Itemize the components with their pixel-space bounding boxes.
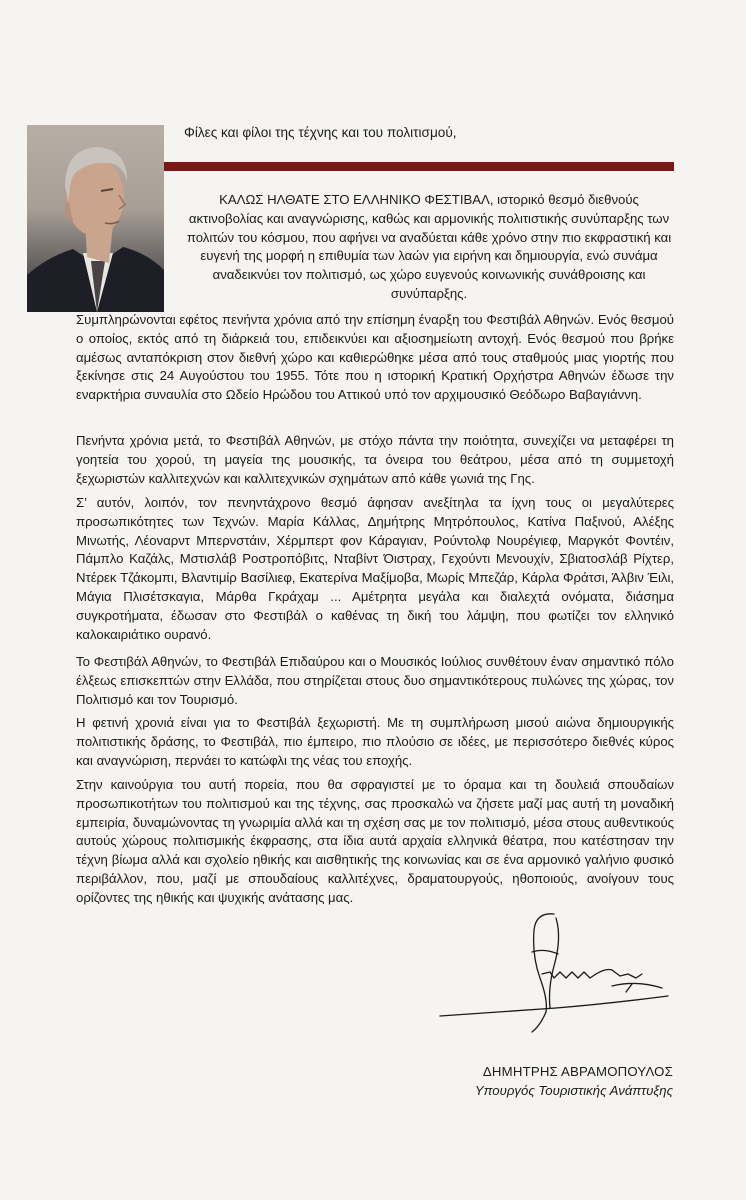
letter-greeting: Φίλες και φίλοι της τέχνης και του πολιτισμού, xyxy=(184,125,457,140)
letter-paragraph-3: Πενήντα χρόνια μετά, το Φεστιβάλ Αθηνών, με στόχο πάντα την ποιότητα, συνεχίζει να μεταφέρει τη γοητεία του χορού, τη μαγεία της μουσικής, τα όνειρα του θεάτρου, μέσα από τη συμμετοχή ξεχωριστών καλλιτεχνών και καλλιτεχνικών σχημάτων από κάθε γωνιά της Γης. xyxy=(76,433,674,486)
letter-paragraph-4: Σ’ αυτόν, λοιπόν, τον πενηντάχρονο θεσμό άφησαν ανεξίτηλα τα ίχνη τους οι μεγαλύτερες προσωπικότητες των Τεχνών. Μαρία Κάλλας, Δημήτρης Μητρόπουλος, Κατίνα Παξινού, Αλέξης Μινωτής, Λέοναρντ Μπερνστάιν, Χέρμπερτ φον Κάραγιαν, Ρούντολφ Νουρέγιεφ, Μαργκότ Φοντέιν, Πάμπλο Καζάλς, Μστισλάβ Ροστροπόβιτς, Νταβίντ Όιστραχ, Γεχούντι Μενουχίν, Σβιατοσλάβ Ρίχτερ, Ντέρεκ Τζάκομπι, Βλαντιμίρ Βασίλιεφ, Εκατερίνα Μαξίμοβα, Μωρίς Μπεζάρ, Κάρλα Φράτσι, Άλβιν Έιλι, Μάγια Πλισέτσκαγια, Μάρθα Γκράχαμ ... Αμέτρητα μεγάλα και διαλεχτά ονόματα, διάσημα συγκροτήματα, έδωσαν στο Φεστιβάλ ο καθένας τη δική του λάμψη, που φωτίζει τον ελληνικό καλοκαιριάτικο ουρανό. xyxy=(76,495,674,642)
signatory-title: Υπουργός Τουριστικής Ανάπτυξης xyxy=(474,1083,673,1098)
letter-paragraph-2: Συμπληρώνονται εφέτος πενήντα χρόνια από την επίσημη έναρξη του Φεστιβάλ Αθηνών. Ενός θεσμού ο οποίος, εκτός από τη διάρκειά του, επιδεικνύει και αξιοσημείωτη αντοχή. Ενός θεσμού που βρήκε αμέσως ανταπόκριση στον διεθνή χώρο και καθιερώθηκε μέσα από τους σταθμούς μιας γιορτής που ξεκίνησε στις 24 Αυγούστου του 1955. Τότε που η ιστορική Κρατική Ορχήστρα Αθηνών έδωσε την εναρκτήρια συναυλία στο Ωδείο Ηρώδου του Αττικού υπό τον αρχιμουσικό Θεόδωρο Βαβαγιάννη. xyxy=(76,312,674,403)
header-divider-bar xyxy=(164,162,674,171)
letter-paragraph-6: Η φετινή χρονιά είναι για το Φεστιβάλ ξεχωριστή. Με τη συμπλήρωση μισού αιώνα δημιουργικής πολιτιστικής δράσης, το Φεστιβάλ, πιο έμπειρο, πιο πλούσιο σε ιδέες, με περισσότερο διεθνές κύρος και αναγνώριση, περνάει το κατώφλι της νέας του εποχής. xyxy=(76,715,674,768)
letter-paragraph-7: Στην καινούργια του αυτή πορεία, που θα σφραγιστεί με το όραμα και τη δουλειά σπουδαίων προσωπικοτήτων του πολιτισμού και της τέχνης, σας προσκαλώ να ζήσετε μαζί μας αυτή τη μοναδική εμπειρία, δυναμώνοντας τη γνωριμία αλλά και τη σχέση σας με τον πολιτισμό, μέσα στους αυθεντικούς αυτούς χώρους πολιτισμικής έκφρασης, στα ίδια αυτά αρχαία ελληνικά θέατρα, που κατέστησαν την τέχνη βίωμα αλλά και σχολείο ηθικής και αισθητικής της κοινωνίας και σε ένα αρμονικό γαλήνιο φυσικό περιβάλλον, που, μαζί με σπουδαίους καλλιτέχνες, δραματουργούς, ηθοποιούς, ανοίγουν τους ορίζοντες της ηθικής και ψυχικής ανάτασης μας. xyxy=(76,777,674,905)
letter-paragraph-5: Το Φεστιβάλ Αθηνών, το Φεστιβάλ Επιδαύρου και ο Μουσικός Ιούλιος συνθέτουν έναν σημαντικό πόλο έλξεως επισκεπτών στην Ελλάδα, που στηρίζεται στους δυο σημαντικότερους πυλώνες της χώρας, τον Πολιτισμό και τον Τουρισμό. xyxy=(76,654,674,707)
signatory-name: ΔΗΜΗΤΡΗΣ ΑΒΡΑΜΟΠΟΥΛΟΣ xyxy=(482,1064,673,1079)
letter-paragraph-1: ΚΑΛΩΣ ΗΛΘΑΤΕ ΣΤΟ ΕΛΛΗΝΙΚΟ ΦΕΣΤΙΒΑΛ, ιστορικό θεσμό διεθνούς ακτινοβολίας και αναγνώρισης, καθώς και αρμονικής πολιτιστικής συνύπαρξης των πολιτών του κόσμου, που αφήνει να αναδύεται κάθε χρόνο στην πιο εκφραστική και ευγενή της μορφή η επιθυμία των λαών για ειρήνη και δημιουργία, ενώ συνάμα αναδεικνύει τον πολιτισμό, ως χώρο ευγενούς κοινωνικής συνάθροισης και συνύπαρξης. xyxy=(186,192,672,301)
minister-portrait-photo xyxy=(27,125,164,312)
handwritten-signature xyxy=(436,908,672,1038)
